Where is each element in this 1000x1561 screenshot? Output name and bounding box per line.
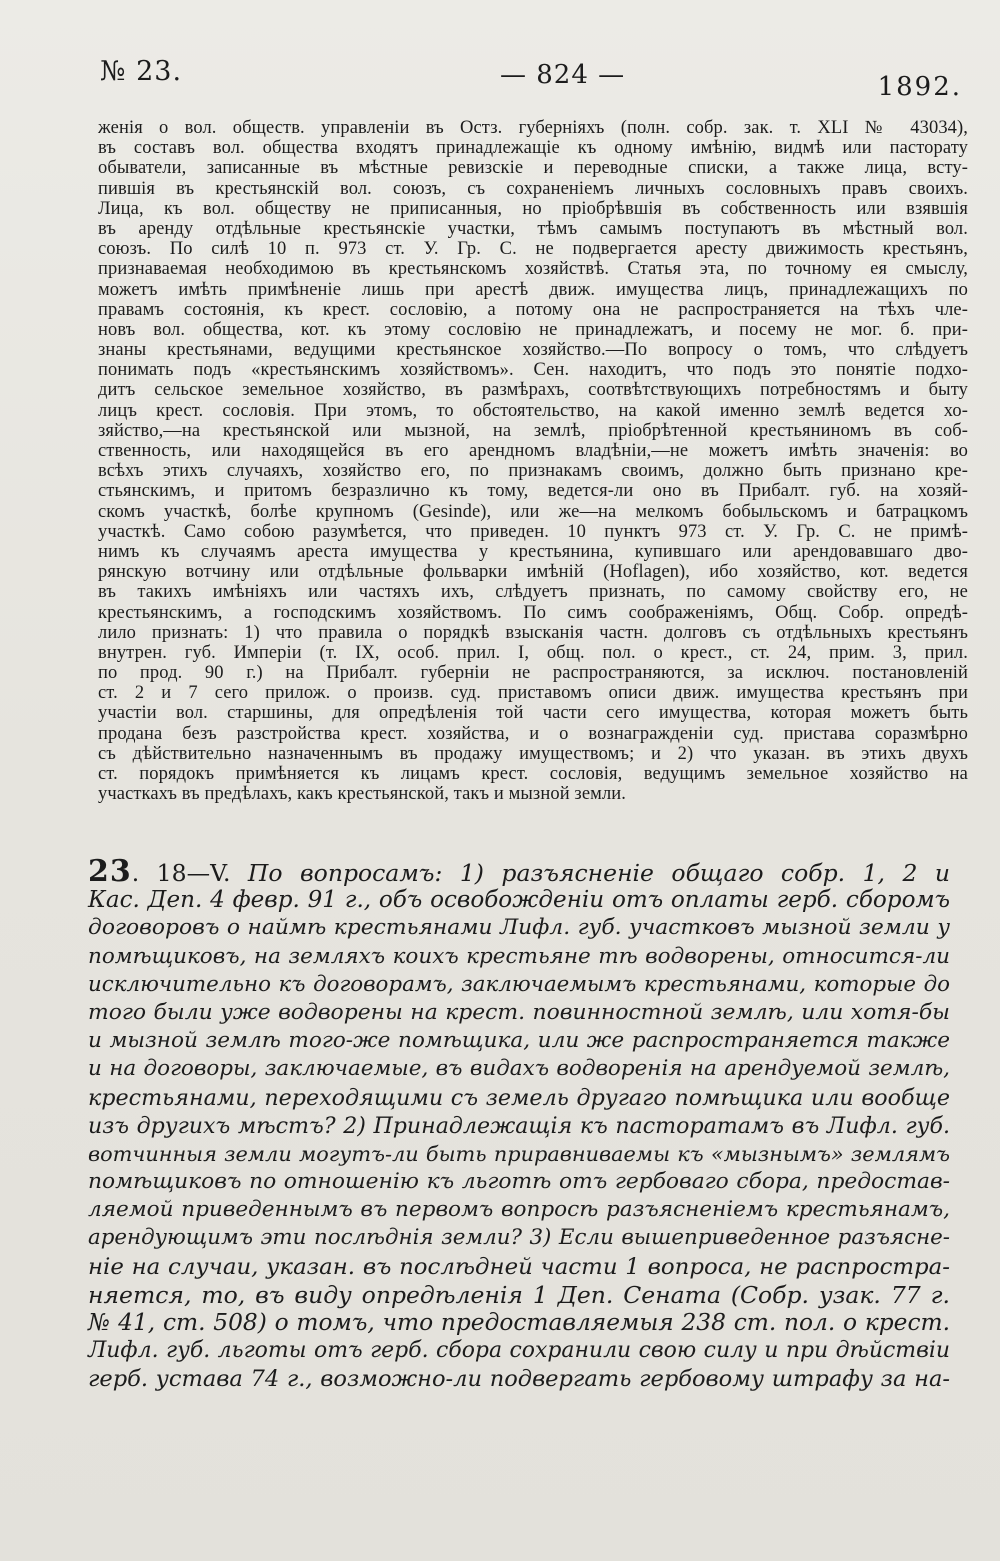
article-line: изъ другихъ мѣстъ? 2) Принадлежащія къ пасторатамъ въ Лифл. губ.: [88, 1112, 950, 1139]
text-line: женія о вол. обществ. управленіи въ Остз. губерніяхъ (полн. собр. зак. т. XLI № 43034),: [98, 118, 968, 138]
article-line: договоровъ о наймѣ крестьянами Лифл. губ. участковъ мызной земли у: [88, 915, 950, 941]
article-line: и мызной землѣ того-же помѣщика, или же распространяется также: [88, 1028, 950, 1054]
text-line: крестьянскимъ, а господскимъ хозяйствомъ. По симъ соображеніямъ, Общ. Собр. опредѣ-: [98, 602, 968, 623]
text-line: нимъ къ случаямъ ареста имущества у крестьянина, купившаго или арендовавшаго дво-: [98, 541, 968, 562]
text-line: скомъ участкѣ, болѣе крупномъ (Gesinde), или же—на мелкомъ бобыльскомъ и батрацкомъ: [98, 501, 968, 522]
article-line: помѣщиковъ по отношенію къ льготѣ отъ гербоваго сбора, предостав-: [88, 1169, 950, 1195]
text-line: рянскую вотчину или отдѣльные фольварки имѣній (Hoflagen), ибо хозяйство, кот. ведется: [98, 562, 968, 583]
text-line: лило признать: 1) что правила о порядкѣ взысканія частн. долговъ съ отдѣльныхъ крестьянъ: [98, 622, 968, 643]
article-number: 23: [88, 854, 132, 889]
text-line: участіи вол. старшины, для опредѣленія той части сего имущества, которая можетъ быть: [98, 703, 968, 724]
article-line: крестьянами, переходящими съ земель другаго помѣщика или вообще: [88, 1084, 950, 1111]
page-header: [100, 52, 962, 102]
article-line: № 41, ст. 508) о томъ, что предоставляемыя 238 ст. пол. о крест.: [88, 1309, 950, 1336]
text-line: пившія въ крестьянскій вол. союзъ, съ сохраненіемъ личныхъ сословныхъ правъ своихъ.: [98, 178, 968, 199]
text-line: съ дѣйствительно назначеннымъ въ продажу имуществомъ; и 2) что указан. въ этихъ двухъ: [98, 743, 968, 764]
text-line: ст. 2 и 7 сего прилож. о произв. суд. приставомъ описи движ. имущества крестьянъ при: [98, 683, 968, 704]
text-line: ст. порядокъ примѣняется къ лицамъ крест. сословія, ведущимъ земельное хозяйство на: [98, 764, 968, 784]
text-line: знаны крестьянами, ведущими крестьянское хозяйство.—По вопросу о томъ, что слѣдуетъ: [98, 340, 968, 361]
text-line: союзъ. По силѣ 10 п. 973 ст. У. Гр. С. не подвергается аресту движимость крестьянъ,: [98, 239, 968, 260]
text-line: въ составъ вол. общества входятъ принадлежащіе къ одному имѣнію, видмѣ или пасторату: [98, 138, 968, 159]
text-line: новъ вол. общества, кот. къ этому сословію не принадлежатъ, и посему не мог. б. при-: [98, 319, 968, 340]
text-line: всѣхъ этихъ случаяхъ, хозяйство его, по признакамъ своимъ, должно быть признано кре-: [98, 461, 968, 482]
text-line: участкѣ. Само собою разумѣется, что приведен. 10 пунктъ 973 ст. У. Гр. С. не примѣ-: [98, 521, 968, 542]
text-line: въ такихъ имѣніяхъ или частяхъ ихъ, слѣдуетъ признать, по самому свойству его, не: [98, 582, 968, 603]
issue-number: № 23.: [100, 56, 183, 87]
page-number: — 824 —: [500, 60, 626, 90]
text-line: правамъ состоянія, къ крест. сословію, а потому она не распространяется на тѣхъ чле-: [98, 299, 968, 320]
article-line: и на договоры, заключаемые, въ видахъ водворенія на арендуемой землѣ,: [88, 1056, 950, 1082]
article-line: того были уже водворены на крест. повинностной землѣ, или хотя-бы: [88, 999, 950, 1025]
article-line: арендующимъ эти послѣднія земли? 3) Если вышеприведенное разъясне-: [88, 1225, 950, 1251]
article-date: . 18—V.: [131, 859, 248, 887]
text-line: признаваемая необходимою въ крестьянскомъ хозяйствѣ. Статья эта, по точному ея смыслу,: [98, 259, 968, 280]
text-line: можетъ имѣть примѣненіе лишь при арестѣ движ. имущества лицъ, принадлежащихъ по: [98, 279, 968, 300]
text-line: зяйство,—на крестьянской или мызной, на землѣ, пріобрѣтенной крестьяниномъ въ соб-: [98, 420, 968, 441]
article-23: [88, 854, 950, 1394]
article-line: вотчинныя земли могутъ-ли быть приравниваемы къ «мызнымъ» землямъ: [88, 1141, 950, 1166]
article-line: Лифл. губ. льготы отъ герб. сбора сохранили свою силу и при дѣйствіи: [88, 1338, 950, 1364]
article-line: ніе на случаи, указан. въ послѣдней части 1 вопроса, не распростра-: [88, 1253, 950, 1280]
article-heading-line: [88, 854, 950, 889]
preceding-article-text: [98, 118, 968, 804]
article-line: Кас. Деп. 4 февр. 91 г., объ освобожденіи отъ оплаты герб. сборомъ: [88, 887, 950, 914]
text-line: ственность, или находящейся въ его арендномъ владѣніи,—не можетъ имѣть значенія: во: [98, 441, 968, 461]
text-line: участкахъ въ предѣлахъ, какъ крестьянской, такъ и мызной земли.: [98, 784, 627, 805]
year: 1892.: [877, 72, 962, 102]
article-line: няется, то, въ виду опредѣленія 1 Деп. Сената (Собр. узак. 77 г.: [88, 1280, 950, 1309]
text-line: лицъ крест. сословія. При этомъ, то обстоятельство, на какой именно землѣ ведется хо-: [98, 400, 968, 421]
text-line: понимать подъ «крестьянскимъ хозяйствомъ». Сен. находитъ, что подъ это понятіе подхо-: [98, 360, 968, 381]
text-line: въ аренду отдѣльные крестьянскіе участки, тѣмъ самымъ поступаютъ въ мѣстный вол.: [98, 218, 968, 239]
article-line: помѣщиковъ, на земляхъ коихъ крестьяне тѣ водворены, относится-ли: [88, 943, 950, 969]
article-lead: По вопросамъ: 1) разъясненіе общаго собр. 1, 2 и: [247, 859, 950, 887]
text-line: по прод. 90 г.) на Прибалт. губерніи не распространяются, за исключ. постановленій: [98, 663, 968, 684]
text-line: дитъ сельское земельное хозяйство, въ размѣрахъ, соотвѣтствующихъ потребностямъ и быту: [98, 380, 968, 401]
text-line: обыватели, записанные въ мѣстные ревизскіе и переводные списки, а также лица, всту-: [98, 158, 968, 179]
text-line: стьянскимъ, и притомъ безразлично къ тому, ведется-ли оно въ Прибалт. губ. на хозяй-: [98, 481, 968, 502]
article-line: ляемой приведеннымъ въ первомъ вопросѣ разъясненіемъ крестьянамъ,: [88, 1197, 950, 1223]
article-line: герб. устава 74 г., возможно-ли подвергать гербовому штрафу за на-: [88, 1366, 950, 1393]
article-line: исключительно къ договорамъ, заключаемымъ крестьянами, которые до: [88, 971, 950, 997]
text-line: Лица, къ вол. обществу не приписанныя, но пріобрѣвшія въ собственность или взявшія: [98, 198, 968, 219]
text-line: продана безъ разстройства крест. хозяйства, и о вознагражденіи суд. пристава соразмѣрно: [98, 723, 968, 744]
text-line: внутрен. губ. Имперіи (т. IX, особ. прил. I, общ. пол. о крест., ст. 24, прим. 3, прил.: [98, 642, 968, 663]
